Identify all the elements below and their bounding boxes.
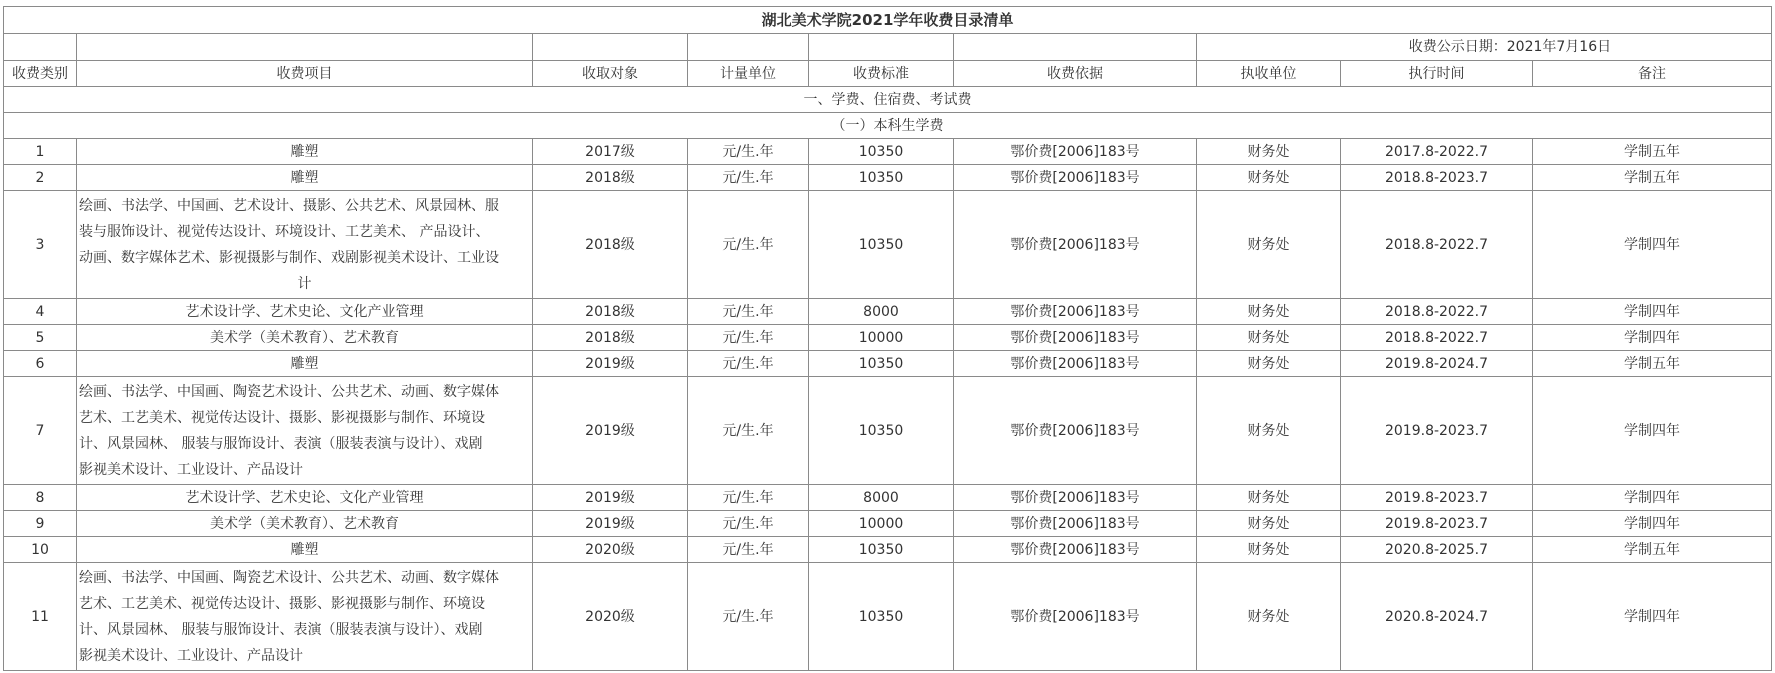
cell-period: 2020.8-2025.7 [1341, 537, 1533, 563]
cell-basis: 鄂价费[2006]183号 [954, 299, 1197, 325]
cell-period: 2020.8-2024.7 [1341, 563, 1533, 671]
publish-date: 收费公示日期：2021年7月16日 [1197, 34, 1772, 61]
cell-target: 2019级 [533, 485, 688, 511]
cell-basis: 鄂价费[2006]183号 [954, 563, 1197, 671]
cell-target: 2020级 [533, 563, 688, 671]
cell-remark: 学制四年 [1533, 325, 1772, 351]
cell-period: 2017.8-2022.7 [1341, 139, 1533, 165]
cell-target: 2017级 [533, 139, 688, 165]
cell-dept: 财务处 [1197, 139, 1341, 165]
subsection-heading: （一）本科生学费 [4, 113, 1772, 139]
fee-catalog-table [3, 6, 1772, 671]
cell-basis: 鄂价费[2006]183号 [954, 325, 1197, 351]
cell-target: 2019级 [533, 511, 688, 537]
cell-period: 2019.8-2024.7 [1341, 351, 1533, 377]
cell-basis: 鄂价费[2006]183号 [954, 377, 1197, 485]
cell-no: 8 [4, 485, 77, 511]
cell-item-line: 影视美术设计、工业设计、产品设计 [79, 647, 303, 664]
cell-remark: 学制四年 [1533, 563, 1772, 671]
cell-item: 艺术设计学、艺术史论、文化产业管理 [77, 485, 533, 511]
header-cell: 收费依据 [954, 61, 1197, 87]
cell-target: 2018级 [533, 191, 688, 299]
cell-item-line: 动画、数字媒体艺术、影视摄影与制作、戏剧影视美术设计、工业设 [79, 249, 499, 266]
cell-dept: 财务处 [1197, 511, 1341, 537]
blank-cell [954, 34, 1197, 61]
cell-no: 4 [4, 299, 77, 325]
cell-period: 2018.8-2022.7 [1341, 325, 1533, 351]
cell-item [77, 563, 533, 671]
cell-item: 雕塑 [77, 351, 533, 377]
cell-item-line: 影视美术设计、工业设计、产品设计 [79, 461, 303, 478]
table-row [4, 377, 1772, 485]
cell-period: 2018.8-2022.7 [1341, 299, 1533, 325]
cell-remark: 学制四年 [1533, 299, 1772, 325]
cell-item [77, 377, 533, 485]
cell-standard: 10350 [809, 377, 954, 485]
cell-no: 6 [4, 351, 77, 377]
cell-unit: 元/生.年 [688, 325, 809, 351]
cell-standard: 10350 [809, 351, 954, 377]
cell-target: 2020级 [533, 537, 688, 563]
cell-no: 1 [4, 139, 77, 165]
cell-item-line: 计、风景园林、 服装与服饰设计、表演（服装表演与设计）、戏剧 [79, 435, 483, 452]
cell-no: 2 [4, 165, 77, 191]
header-cell: 备注 [1533, 61, 1772, 87]
cell-target: 2018级 [533, 299, 688, 325]
table-row [4, 191, 1772, 299]
blank-cell [4, 34, 77, 61]
cell-basis: 鄂价费[2006]183号 [954, 191, 1197, 299]
cell-item: 雕塑 [77, 139, 533, 165]
blank-cell [533, 34, 688, 61]
cell-unit: 元/生.年 [688, 191, 809, 299]
cell-item-line: 装与服饰设计、视觉传达设计、环境设计、工艺美术、 产品设计、 [79, 223, 490, 240]
header-cell: 执行时间 [1341, 61, 1533, 87]
cell-unit: 元/生.年 [688, 537, 809, 563]
cell-standard: 10000 [809, 511, 954, 537]
blank-cell [77, 34, 533, 61]
header-cell: 计量单位 [688, 61, 809, 87]
cell-basis: 鄂价费[2006]183号 [954, 511, 1197, 537]
table-title: 湖北美术学院2021学年收费目录清单 [4, 7, 1772, 34]
cell-item-line: 绘画、书法学、中国画、艺术设计、摄影、公共艺术、风景园林、服 [79, 197, 499, 214]
cell-item-line: 绘画、书法学、中国画、陶瓷艺术设计、公共艺术、动画、数字媒体 [79, 383, 499, 400]
cell-unit: 元/生.年 [688, 351, 809, 377]
cell-standard: 10350 [809, 191, 954, 299]
cell-item: 艺术设计学、艺术史论、文化产业管理 [77, 299, 533, 325]
cell-standard: 10350 [809, 537, 954, 563]
cell-dept: 财务处 [1197, 351, 1341, 377]
cell-no: 9 [4, 511, 77, 537]
table-row [4, 563, 1772, 671]
cell-unit: 元/生.年 [688, 377, 809, 485]
cell-basis: 鄂价费[2006]183号 [954, 351, 1197, 377]
cell-target: 2019级 [533, 377, 688, 485]
cell-item-line: 计、风景园林、 服装与服饰设计、表演（服装表演与设计）、戏剧 [79, 621, 483, 638]
cell-unit: 元/生.年 [688, 299, 809, 325]
header-cell: 执收单位 [1197, 61, 1341, 87]
cell-no: 5 [4, 325, 77, 351]
cell-unit: 元/生.年 [688, 165, 809, 191]
cell-dept: 财务处 [1197, 325, 1341, 351]
cell-dept: 财务处 [1197, 485, 1341, 511]
cell-period: 2019.8-2023.7 [1341, 377, 1533, 485]
table-row [4, 537, 1772, 563]
cell-unit: 元/生.年 [688, 511, 809, 537]
cell-unit: 元/生.年 [688, 139, 809, 165]
table-row [4, 511, 1772, 537]
cell-standard: 8000 [809, 299, 954, 325]
cell-remark: 学制四年 [1533, 485, 1772, 511]
cell-remark: 学制五年 [1533, 351, 1772, 377]
cell-remark: 学制四年 [1533, 511, 1772, 537]
header-cell: 收费标准 [809, 61, 954, 87]
cell-item [77, 191, 533, 299]
table-row [4, 351, 1772, 377]
section-heading: 一、学费、住宿费、考试费 [4, 87, 1772, 113]
cell-item: 雕塑 [77, 165, 533, 191]
table-row [4, 485, 1772, 511]
cell-basis: 鄂价费[2006]183号 [954, 537, 1197, 563]
cell-item: 雕塑 [77, 537, 533, 563]
cell-basis: 鄂价费[2006]183号 [954, 139, 1197, 165]
cell-unit: 元/生.年 [688, 563, 809, 671]
cell-standard: 10350 [809, 139, 954, 165]
cell-standard: 10350 [809, 563, 954, 671]
cell-remark: 学制五年 [1533, 537, 1772, 563]
cell-target: 2018级 [533, 165, 688, 191]
cell-item: 美术学（美术教育）、艺术教育 [77, 511, 533, 537]
table-row [4, 165, 1772, 191]
cell-basis: 鄂价费[2006]183号 [954, 165, 1197, 191]
cell-standard: 10350 [809, 165, 954, 191]
cell-remark: 学制五年 [1533, 165, 1772, 191]
table-row [4, 299, 1772, 325]
cell-standard: 8000 [809, 485, 954, 511]
cell-dept: 财务处 [1197, 537, 1341, 563]
cell-basis: 鄂价费[2006]183号 [954, 485, 1197, 511]
cell-dept: 财务处 [1197, 299, 1341, 325]
cell-dept: 财务处 [1197, 563, 1341, 671]
cell-item-line: 艺术、工艺美术、视觉传达设计、摄影、影视摄影与制作、环境设 [79, 595, 485, 612]
cell-target: 2018级 [533, 325, 688, 351]
cell-dept: 财务处 [1197, 165, 1341, 191]
cell-no: 11 [4, 563, 77, 671]
header-cell: 收费类别 [4, 61, 77, 87]
cell-remark: 学制四年 [1533, 377, 1772, 485]
cell-dept: 财务处 [1197, 377, 1341, 485]
cell-remark: 学制五年 [1533, 139, 1772, 165]
cell-dept: 财务处 [1197, 191, 1341, 299]
cell-no: 10 [4, 537, 77, 563]
cell-no: 7 [4, 377, 77, 485]
cell-standard: 10000 [809, 325, 954, 351]
cell-remark: 学制四年 [1533, 191, 1772, 299]
cell-period: 2018.8-2023.7 [1341, 165, 1533, 191]
cell-period: 2019.8-2023.7 [1341, 511, 1533, 537]
cell-period: 2019.8-2023.7 [1341, 485, 1533, 511]
header-cell: 收取对象 [533, 61, 688, 87]
header-cell: 收费项目 [77, 61, 533, 87]
blank-cell [809, 34, 954, 61]
table-row [4, 325, 1772, 351]
header-row [4, 61, 1772, 87]
table-row [4, 139, 1772, 165]
blank-cell [688, 34, 809, 61]
cell-target: 2019级 [533, 351, 688, 377]
cell-item-line: 艺术、工艺美术、视觉传达设计、摄影、影视摄影与制作、环境设 [79, 409, 485, 426]
cell-no: 3 [4, 191, 77, 299]
cell-item-line: 绘画、书法学、中国画、陶瓷艺术设计、公共艺术、动画、数字媒体 [79, 569, 499, 586]
cell-item: 美术学（美术教育）、艺术教育 [77, 325, 533, 351]
cell-unit: 元/生.年 [688, 485, 809, 511]
cell-period: 2018.8-2022.7 [1341, 191, 1533, 299]
cell-item-line: 计 [297, 275, 312, 292]
